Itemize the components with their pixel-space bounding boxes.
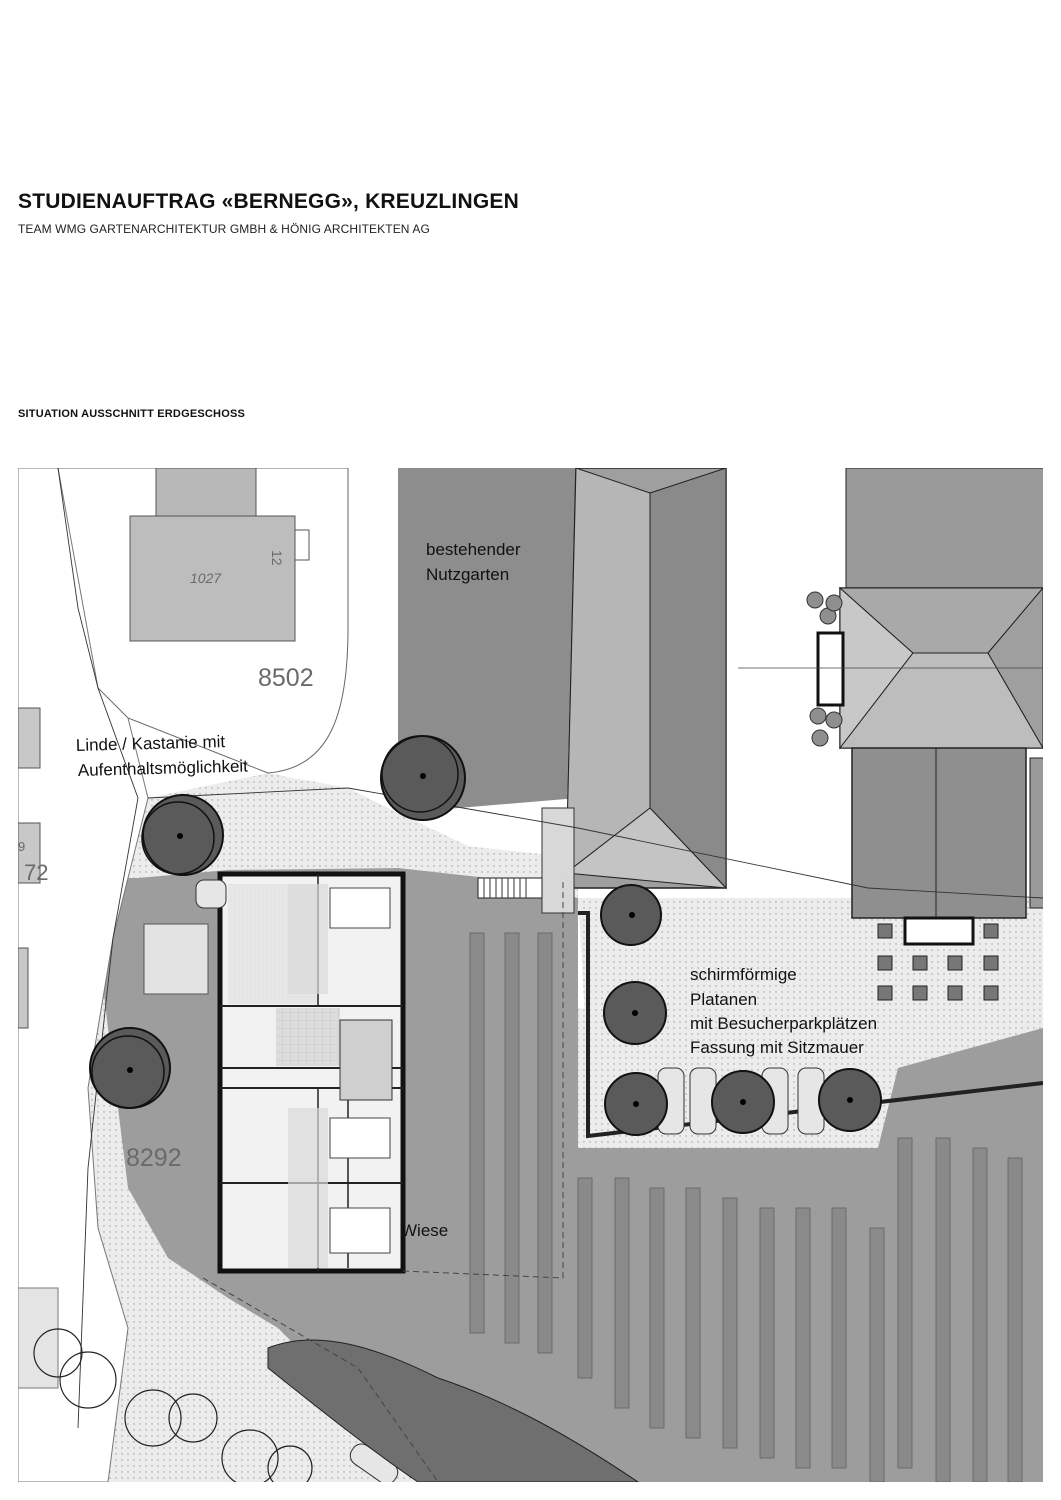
tree (605, 1073, 667, 1135)
tree (601, 885, 661, 945)
document-title: STUDIENAUFTRAG «BERNEGG», KREUZLINGEN (18, 190, 519, 213)
parcel-number-8502: 8502 (258, 664, 314, 692)
label-linde-2: Aufenthaltsmöglichkeit (77, 756, 249, 780)
label-platanen-1: schirmförmige (690, 965, 797, 984)
label-platanen-2: Platanen (690, 990, 758, 1009)
label-platanen-4: Fassung mit Sitzmauer (690, 1038, 864, 1057)
parcel-number-8292: 8292 (126, 1144, 182, 1172)
label-platanen-3: mit Besucherparkplätzen (690, 1014, 878, 1033)
parcel-number-9: 9 (18, 839, 26, 854)
parking-bay (144, 924, 208, 994)
parcel-number-1027: 1027 (190, 570, 222, 586)
site-plan-drawing (18, 468, 1043, 1482)
site-plan (18, 468, 1043, 1482)
new-building (220, 874, 403, 1271)
document-subtitle: TEAM WMG GARTENARCHITEKTUR GMBH & HÖNIG ARCHITEKTEN AG (18, 222, 430, 236)
label-wiese: Wiese (401, 1221, 449, 1240)
parcel-number-72: 72 (24, 860, 49, 885)
label-linde-1: Linde / Kastanie mit (75, 732, 226, 755)
section-title: SITUATION AUSSCHNITT ERDGESCHOSS (18, 408, 246, 420)
tree (381, 736, 465, 820)
farmhouse-right (738, 468, 1043, 944)
tree (819, 1069, 881, 1131)
label-nutzgarten-2: Nutzgarten (426, 565, 510, 584)
tree (604, 982, 666, 1044)
parcel-number-12: 12 (269, 550, 285, 566)
stairs (478, 878, 542, 898)
tree (90, 1028, 170, 1108)
label-nutzgarten-1: bestehender (426, 540, 521, 559)
tree (712, 1071, 774, 1133)
tree (142, 795, 223, 875)
